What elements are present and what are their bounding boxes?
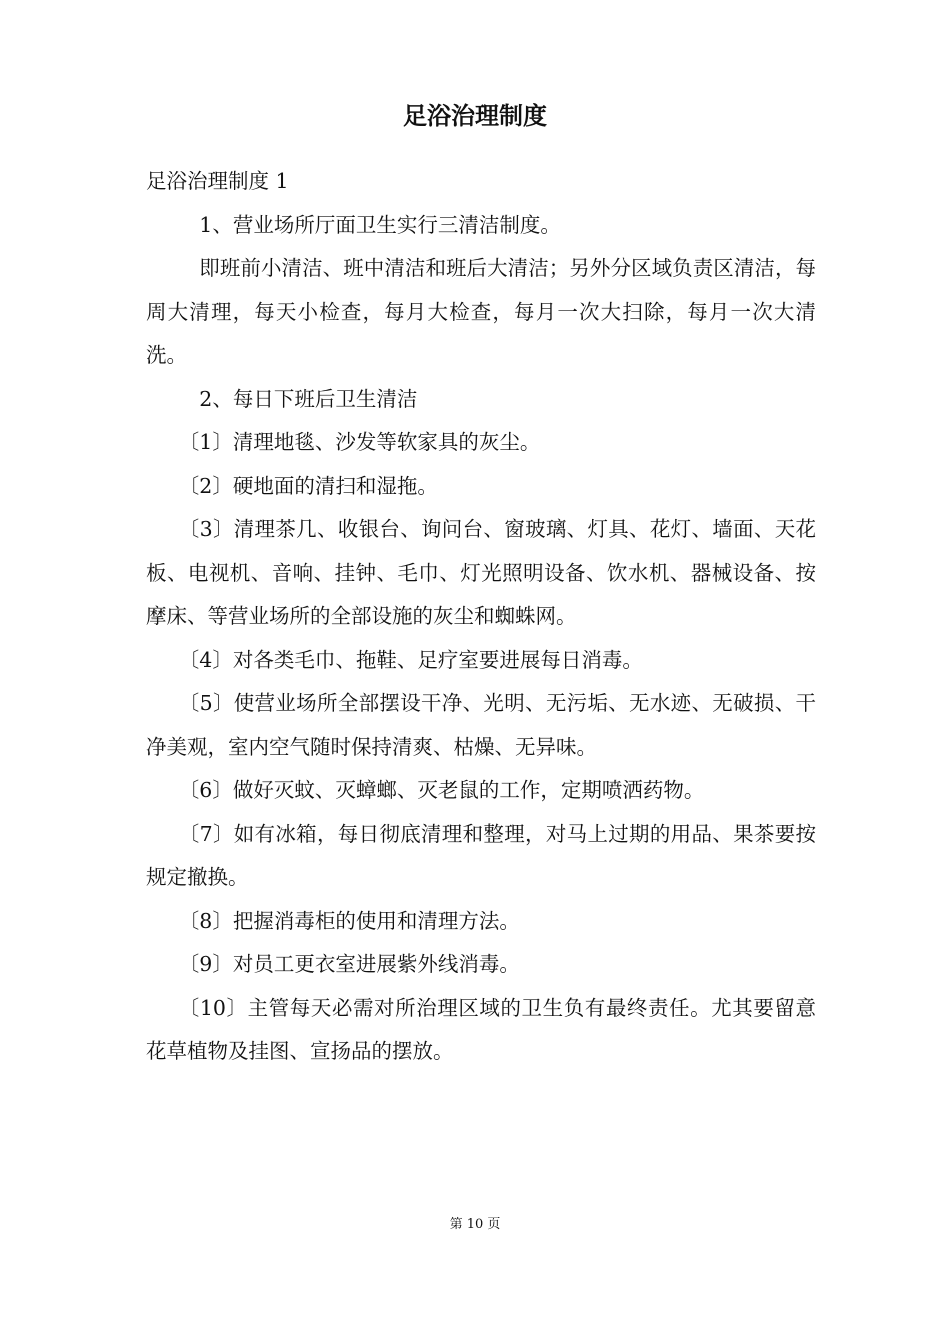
paragraph-2: 即班前小清洁、班中清洁和班后大清洁；另外分区域负责区清洁，每周大清理，每天小检查，每月大检查，每月一次大扫除，每月一次大清洗。: [146, 256, 816, 367]
list-item-4: 〔4〕对各类毛巾、拖鞋、足疗室要进展每日消毒。: [178, 647, 643, 672]
page-number: 第 10 页: [449, 1217, 501, 1232]
list-item-2: 〔2〕硬地面的清扫和湿拖。: [178, 473, 438, 498]
list-item-7: 〔7〕如有冰箱，每日彻底清理和整理，对马上过期的用品、果茶要按规定撤换。: [146, 821, 816, 889]
list-item-3: 〔3〕清理茶几、收银台、询问台、窗玻璃、灯具、花灯、墙面、天花板、电视机、音响、挂钟、毛巾、灯光照明设备、饮水机、器械设备、按摩床、等营业场所的全部设施的灰尘和蜘蛛网。: [146, 517, 816, 628]
list-item-8: 〔8〕把握消毒柜的使用和清理方法。: [178, 908, 520, 933]
list-item-5: 〔5〕使营业场所全部摆设干净、光明、无污垢、无水迹、无破损、干净美观，室内空气随时保持清爽、枯燥、无异味。: [146, 691, 816, 759]
paragraph-1: 1、营业场所厅面卫生实行三清洁制度。: [199, 212, 561, 237]
list-item-6: 〔6〕做好灭蚊、灭蟑螂、灭老鼠的工作，定期喷洒药物。: [178, 778, 705, 802]
list-item-1: 〔1〕清理地毯、沙发等软家具的灰尘。: [178, 430, 541, 454]
document-body: [146, 160, 816, 1074]
list-item-9: 〔9〕对员工更衣室进展紫外线消毒。: [178, 952, 520, 976]
list-item-10: 〔10〕主管每天必需对所治理区域的卫生负有最终责任。尤其要留意花草植物及挂图、宣扬品的摆放。: [146, 995, 816, 1063]
document-title: 足浴治理制度: [403, 102, 547, 130]
section-heading: 足浴治理制度 1: [146, 169, 289, 193]
paragraph-3: 2、每日下班后卫生清洁: [199, 386, 418, 411]
